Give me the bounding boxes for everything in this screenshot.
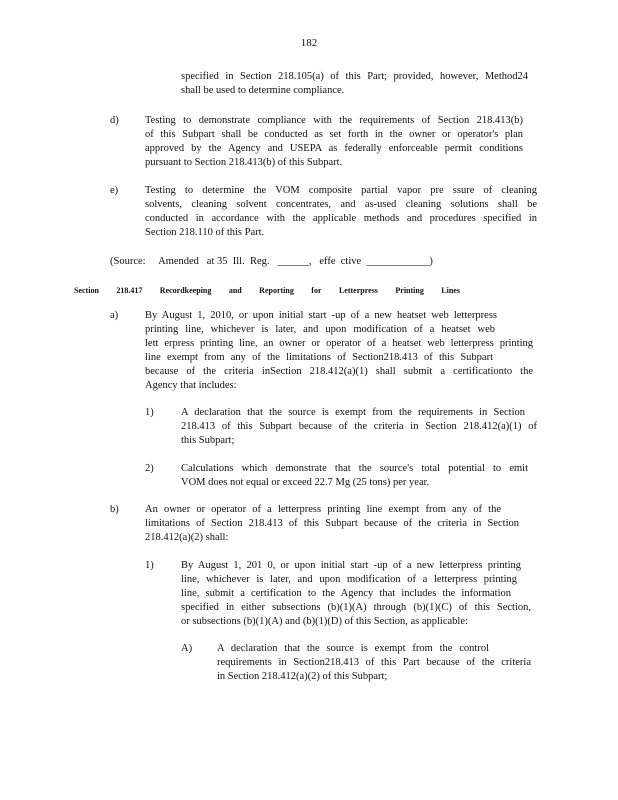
text-line: A declaration that the source is exempt from the requirements in Section — [181, 407, 525, 418]
item-a-paragraph — [145, 309, 533, 393]
text-line: specified in either subsections (b)(1)(A) through (b)(1)(C) of this Section, — [181, 602, 531, 613]
text-line: shall be used to determine compliance. — [181, 85, 345, 96]
text-line: Calculations which demonstrate that the source's total potential to emit — [181, 463, 528, 474]
item-label-a: a) — [110, 310, 119, 321]
heading-word: 218.417 — [116, 286, 143, 295]
item-a-2-paragraph — [181, 462, 528, 490]
item-label-b: b) — [110, 504, 119, 515]
text-line: printing line, whichever is later, and upon modification of a heatset web — [145, 324, 495, 335]
text-line: A declaration that the source is exempt from the control — [217, 643, 489, 654]
heading-word: Recordkeeping — [159, 286, 212, 295]
text-line: Section 218.110 of this Part. — [145, 227, 265, 238]
text-line: lett erpress printing line, an owner or operator of a heatset web letterpress printing — [145, 338, 533, 349]
text-line: requirements in Section218.413 of this Part because of the criteria — [217, 657, 531, 668]
text-line: in Section 218.412(a)(2) of this Subpart; — [217, 671, 388, 682]
text-line: By August 1, 201 0, or upon initial start -up of a new letterpress printing — [181, 560, 521, 571]
item-label-a-2: 2) — [145, 463, 154, 474]
page-number: 182 — [300, 37, 318, 49]
item-label-b-1-a: A) — [181, 643, 193, 654]
heading-word: for — [311, 286, 322, 295]
text-line: pursuant to Section 218.413(b) of this Subpart. — [145, 157, 343, 168]
item-label-d: d) — [110, 115, 119, 126]
item-b-1-paragraph — [181, 559, 531, 629]
text-line: line exempt from any of the limitations of Section218.413 of this Subpart — [145, 352, 493, 363]
text-line: solvents, cleaning solvent concentrates, and as-used cleaning solutions shall be — [145, 199, 537, 210]
heading-word: Section — [74, 286, 99, 295]
text-line: this Subpart; — [181, 435, 235, 446]
item-label-a-1: 1) — [145, 407, 154, 418]
text-line: conducted in accordance with the applicable methods and procedures specified in — [145, 213, 537, 224]
text-line: specified in Section 218.105(a) of this Part; provided, however, Method24 — [181, 71, 528, 82]
heading-word: and — [228, 286, 242, 295]
text-line: line, submit a certification to the Agency that includes the information — [181, 588, 511, 599]
item-label-b-1: 1) — [145, 560, 154, 571]
text-line: VOM does not equal or exceed 22.7 Mg (25 tons) per year. — [181, 477, 430, 488]
item-b-1-a-paragraph — [217, 642, 531, 684]
text-line: limitations of Section 218.413 of this Subpart because of the criteria in Section — [145, 518, 519, 529]
text-line: Testing to determine the VOM composite partial vapor pre ssure of cleaning — [145, 185, 537, 196]
text-line: of this Subpart shall be conducted as set forth in the owner or operator's plan — [145, 129, 523, 140]
text-line: approved by the Agency and USEPA as federally enforceable permit conditions — [145, 143, 523, 154]
text-line: Agency that includes: — [145, 380, 237, 391]
text-line: 218.413 of this Subpart because of the criteria in Section 218.412(a)(1) of — [181, 421, 537, 432]
text-line: 218.412(a)(2) shall: — [145, 532, 229, 543]
heading-word: Letterpress — [338, 286, 378, 295]
item-a-1-paragraph — [181, 406, 537, 448]
text-line: An owner or operator of a letterpress printing line exempt from any of the — [145, 504, 501, 515]
item-label-e: e) — [110, 185, 119, 196]
heading-word: Reporting — [259, 286, 294, 295]
text-line: or subsections (b)(1)(A) and (b)(1)(D) of this Section, as applicable: — [181, 616, 468, 627]
item-b-paragraph — [145, 503, 519, 545]
item-e-paragraph — [145, 184, 537, 240]
text-line: Testing to demonstrate compliance with the requirements of Section 218.413(b) — [145, 115, 523, 126]
heading-word: Printing — [395, 286, 424, 295]
text-line: line, whichever is later, and upon modification of a letterpress printing — [181, 574, 517, 585]
heading-word: Lines — [441, 286, 460, 295]
section-heading — [74, 284, 460, 298]
text-line: By August 1, 2010, or upon initial start -up of a new heatset web letterpress — [145, 310, 497, 321]
text-line: because of the criteria inSection 218.412(a)(1) shall submit a certificationto the — [145, 366, 533, 377]
source-note: (Source: Amended at 35 Ill. Reg. ______, effe ctive ____________) — [110, 256, 433, 267]
item-d-paragraph — [145, 114, 523, 170]
continuation-paragraph — [181, 70, 528, 98]
